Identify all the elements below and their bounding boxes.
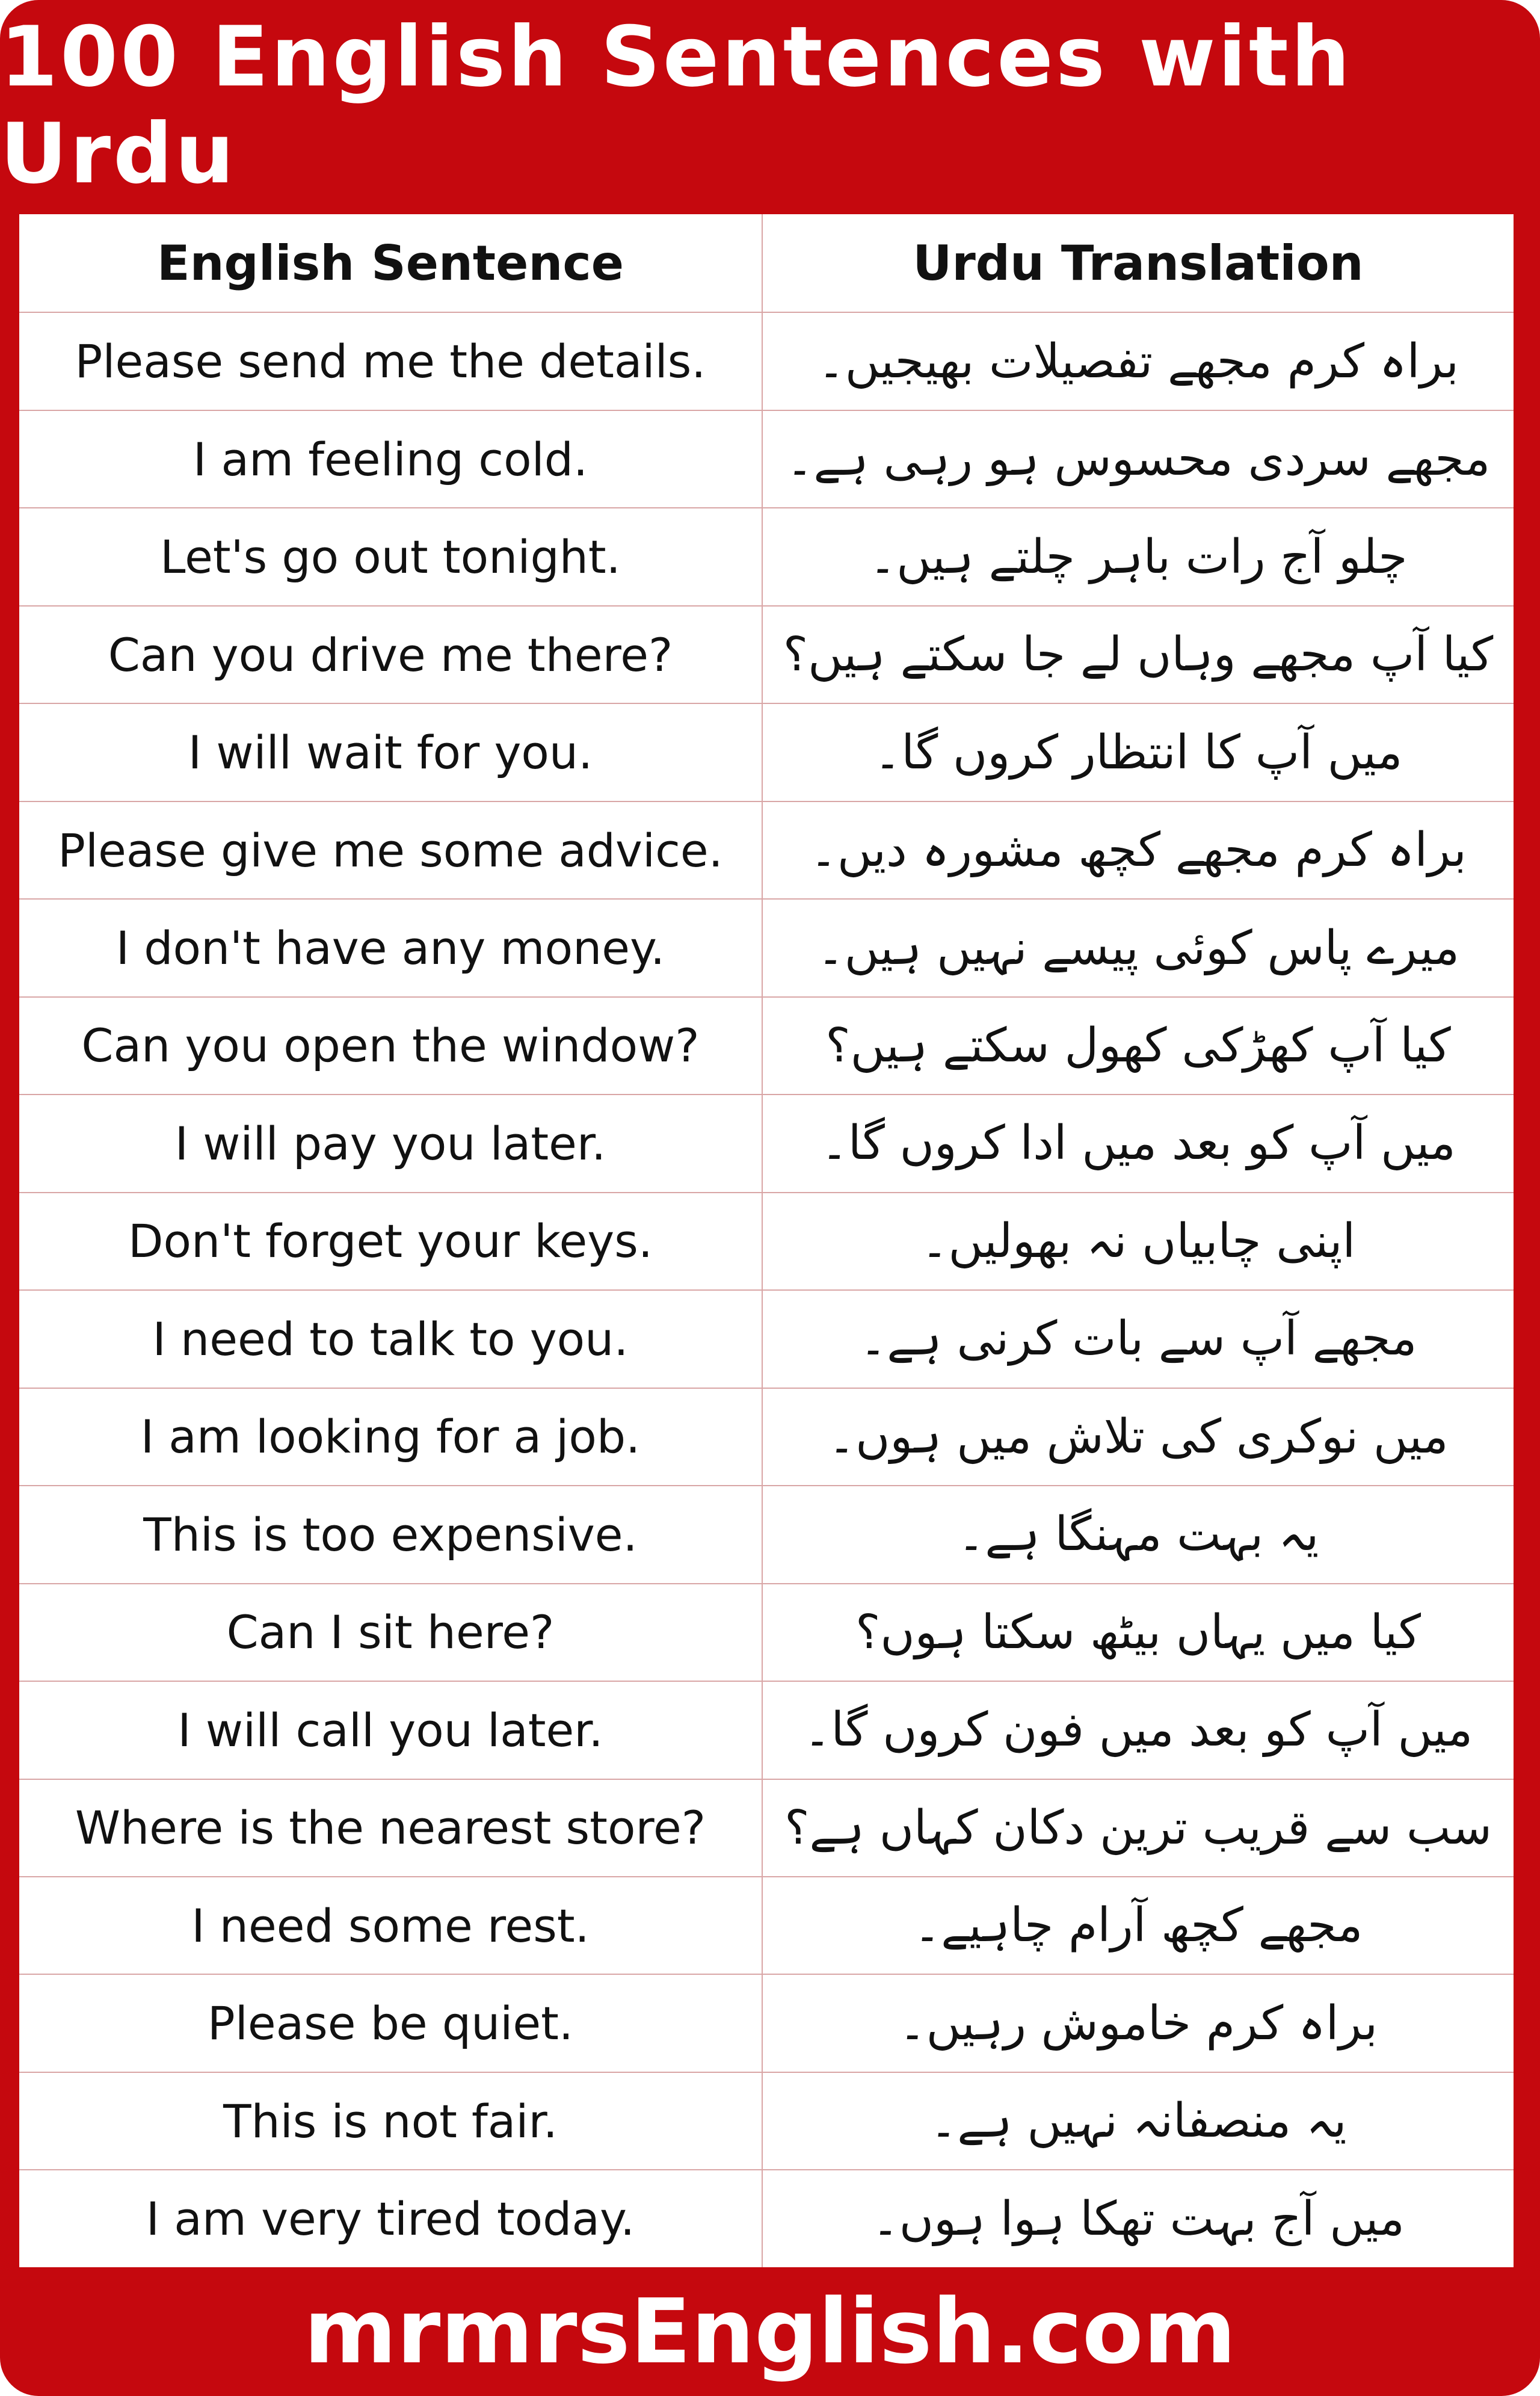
urdu-translation: براہ کرم مجھے کچھ مشورہ دیں۔: [810, 823, 1467, 878]
table-row: [19, 996, 1514, 1094]
english-sentence: I need to talk to you.: [19, 1291, 763, 1387]
table-row: [19, 1779, 1514, 1876]
english-sentence: Please send me the details.: [19, 313, 763, 409]
english-sentence: I don't have any money.: [19, 900, 763, 996]
english-sentence: Can I sit here?: [19, 1584, 763, 1681]
english-sentence: Please give me some advice.: [19, 802, 763, 898]
urdu-translation: یہ بہت مہنگا ہے۔: [957, 1507, 1319, 1562]
page-title: 100 English Sentences with Urdu: [0, 8, 1353, 202]
urdu-translation: کیا آپ مجھے وہاں لے جا سکتے ہیں؟: [783, 628, 1494, 682]
english-sentence: Let's go out tonight.: [19, 508, 763, 605]
urdu-translation: براہ کرم مجھے تفصیلات بھیجیں۔: [817, 334, 1459, 389]
urdu-translation: میں آپ کو بعد میں ادا کروں گا۔: [821, 1116, 1456, 1171]
english-sentence: I will call you later.: [19, 1682, 763, 1778]
urdu-translation: چلو آج رات باہر چلتے ہیں۔: [869, 530, 1408, 584]
table-row: [19, 1289, 1514, 1387]
english-sentence: Can you drive me there?: [19, 607, 763, 703]
english-sentence: This is not fair.: [19, 2073, 763, 2169]
table-row: [19, 703, 1514, 800]
header-english: English Sentence: [19, 214, 763, 312]
urdu-translation: براہ کرم خاموش رہیں۔: [898, 1996, 1378, 2051]
english-sentence: Don't forget your keys.: [19, 1193, 763, 1289]
english-sentence: Can you open the window?: [19, 998, 763, 1094]
english-sentence: I will wait for you.: [19, 704, 763, 800]
english-sentence: Where is the nearest store?: [19, 1780, 763, 1876]
table-row: [19, 898, 1514, 996]
table-row: [19, 605, 1514, 703]
english-sentence: I need some rest.: [19, 1877, 763, 1974]
urdu-translation: مجھے آپ سے بات کرنی ہے۔: [859, 1312, 1417, 1366]
table-header-row: [19, 214, 1514, 312]
table-row: [19, 1192, 1514, 1289]
urdu-translation: میں نوکری کی تلاش میں ہوں۔: [828, 1409, 1449, 1464]
english-sentence: This is too expensive.: [19, 1486, 763, 1582]
table-row: [19, 1388, 1514, 1485]
urdu-translation: میں آج بہت تھکا ہوا ہوں۔: [872, 2191, 1405, 2246]
english-sentence: Please be quiet.: [19, 1975, 763, 2071]
urdu-translation: اپنی چابیاں نہ بھولیں۔: [920, 1214, 1356, 1268]
table-row: [19, 1583, 1514, 1681]
table-row: [19, 1681, 1514, 1778]
table-row: [19, 2072, 1514, 2169]
table-row: [19, 1094, 1514, 1191]
urdu-translation: میں آپ کا انتظار کروں گا۔: [873, 725, 1403, 780]
urdu-translation: مجھے کچھ آرام چاہیے۔: [913, 1898, 1363, 1953]
urdu-translation: میں آپ کو بعد میں فون کروں گا۔: [803, 1703, 1473, 1758]
english-sentence: I will pay you later.: [19, 1095, 763, 1191]
table-row: [19, 507, 1514, 605]
table-row: [19, 410, 1514, 507]
urdu-translation: مجھے سردی محسوس ہو رہی ہے۔: [786, 432, 1491, 487]
urdu-translation: یہ منصفانہ نہیں ہے۔: [929, 2094, 1347, 2149]
header-urdu: Urdu Translation: [913, 235, 1364, 291]
table-row: [19, 801, 1514, 898]
urdu-translation: سب سے قریب ترین دکان کہاں ہے؟: [784, 1800, 1492, 1855]
table-row: [19, 312, 1514, 409]
urdu-translation: میرے پاس کوئی پیسے نہیں ہیں۔: [816, 921, 1460, 975]
english-sentence: I am feeling cold.: [19, 411, 763, 507]
table-row: [19, 1876, 1514, 1974]
urdu-translation: کیا میں یہاں بیٹھ سکتا ہوں؟: [855, 1605, 1421, 1660]
table-row: [19, 1485, 1514, 1582]
english-sentence: I am very tired today.: [19, 2170, 763, 2267]
table-row: [19, 2169, 1514, 2267]
table-row: [19, 1974, 1514, 2071]
urdu-translation: کیا آپ کھڑکی کھول سکتے ہیں؟: [825, 1018, 1451, 1073]
website-footer: mrmrsEnglish.com: [304, 2280, 1236, 2383]
english-sentence: I am looking for a job.: [19, 1389, 763, 1485]
sentence-table: [19, 214, 1514, 2267]
